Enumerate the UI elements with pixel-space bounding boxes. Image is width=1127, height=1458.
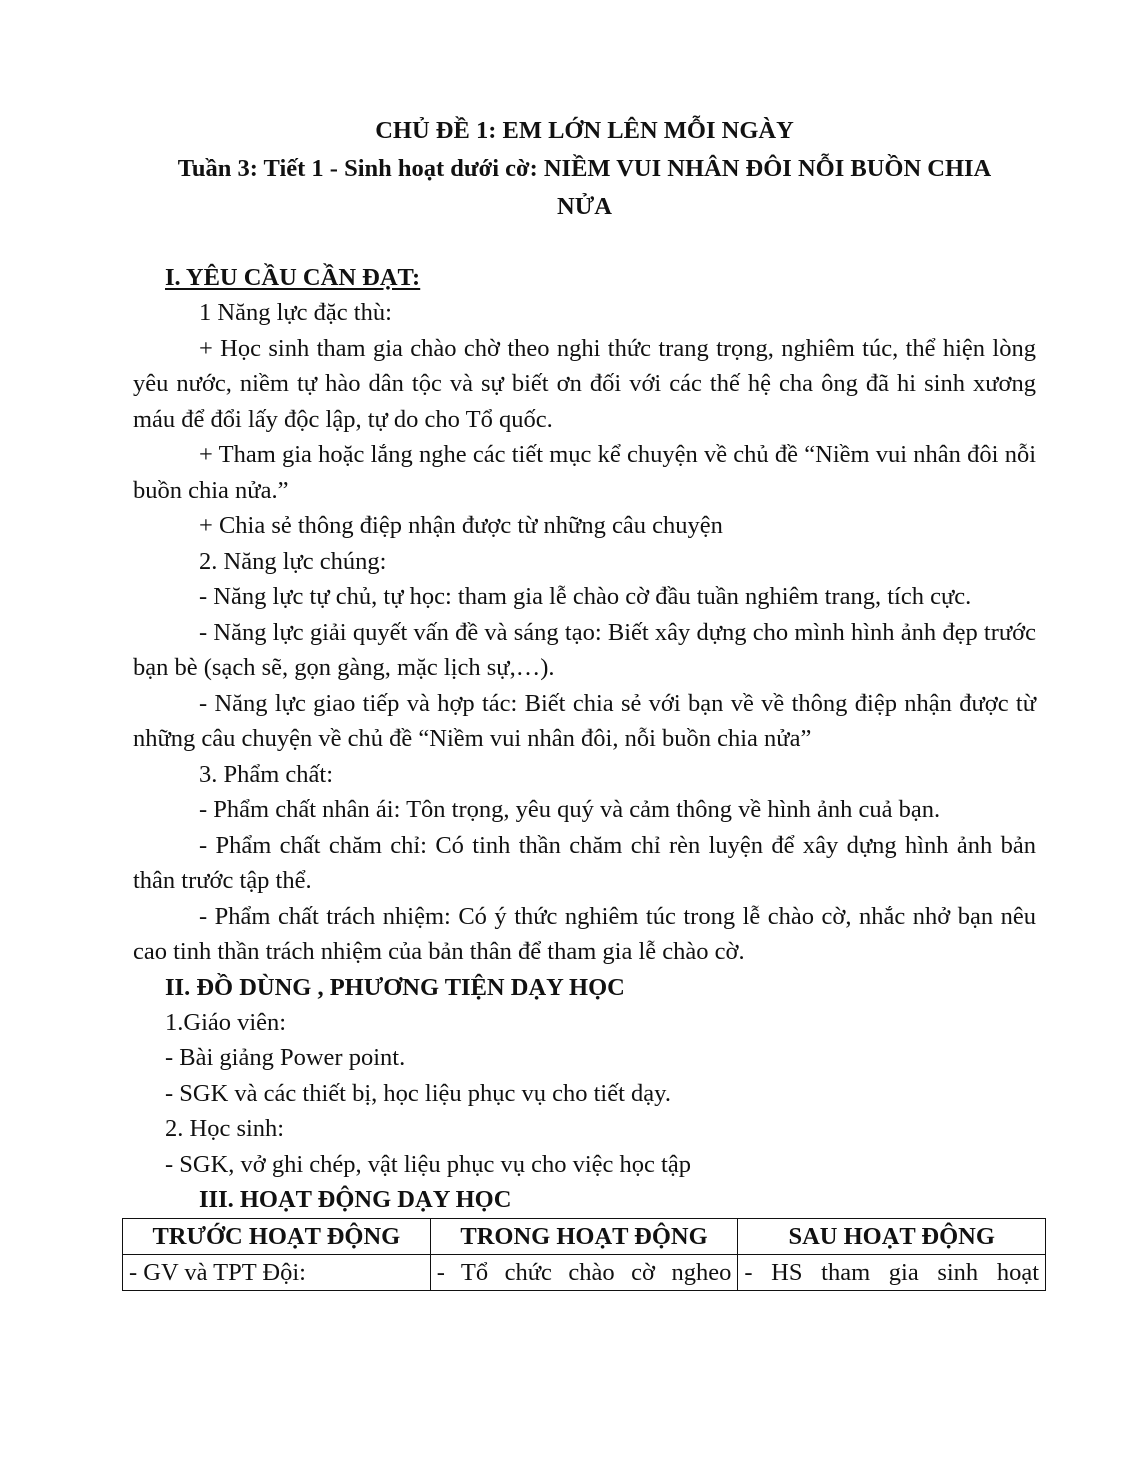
section2-item: - SGK, vở ghi chép, vật liệu phục vụ cho việc học tập: [165, 1150, 691, 1178]
section1-item: + Học sinh tham gia chào chờ theo nghi thức trang trọng, nghiêm túc, thể hiện lòng yêu nước, niềm tự hào dân tộc và sự biết ơn đối với các thế hệ cha ông đã hi sinh xương máu để đổi lấy độc lập, tự do cho Tổ quốc.: [133, 334, 1036, 433]
section1-item: 3. Phẩm chất:: [199, 760, 334, 788]
section1-heading: I. YÊU CẦU CẦN ĐẠT:: [165, 264, 421, 291]
section1-item: - Năng lực giao tiếp và hợp tác: Biết chia sẻ với bạn về về thông điệp nhận được từ những câu chuyện về chủ đề “Niềm vui nhân đôi, nỗi buồn chia nửa”: [133, 689, 1036, 752]
section1-item: - Phẩm chất trách nhiệm: Có ý thức nghiêm túc trong lễ chào cờ, nhắc nhở bạn nêu cao tinh thần trách nhiệm của bản thân để tham gia lễ chào cờ.: [133, 902, 1036, 965]
section2-item: 1.Giáo viên:: [165, 1008, 287, 1036]
table-header-row: [123, 1219, 1046, 1255]
lesson-title-line2: NỬA: [557, 193, 612, 220]
table-header-cell: TRONG HOẠT ĐỘNG: [430, 1219, 738, 1255]
section1-item: 1 Năng lực đặc thù:: [199, 299, 392, 326]
topic-title: CHỦ ĐỀ 1: EM LỚN LÊN MỖI NGÀY: [375, 117, 794, 144]
section1-item: - Phẩm chất nhân ái: Tôn trọng, yêu quý và cảm thông về hình ảnh cuả bạn.: [199, 796, 941, 823]
section1-item: 2. Năng lực chúng:: [199, 547, 387, 575]
activity-table: [122, 1218, 1046, 1291]
table-header-cell: TRƯỚC HOẠT ĐỘNG: [123, 1219, 431, 1255]
table-cell: - GV và TPT Đội:: [123, 1255, 431, 1291]
document-page: [133, 112, 1036, 1217]
section1-item: - Phẩm chất chăm chỉ: Có tinh thần chăm chỉ rèn luyện để xây dựng hình ảnh bản thân trước tập thể.: [133, 831, 1036, 894]
lesson-title-line1: Tuần 3: Tiết 1 - Sinh hoạt dưới cờ: NIỀM VUI NHÂN ĐÔI NỖI BUỒN CHIA: [177, 155, 992, 182]
table-header-cell: SAU HOẠT ĐỘNG: [738, 1219, 1046, 1255]
section1-item: + Chia sẻ thông điệp nhận được từ những câu chuyện: [199, 512, 723, 539]
table-row: [123, 1255, 1046, 1291]
section1-item: + Tham gia hoặc lắng nghe các tiết mục kể chuyện về chủ đề “Niềm vui nhân đôi nỗi buồn chia nửa.”: [133, 441, 1036, 504]
section2-heading: II. ĐỒ DÙNG , PHƯƠNG TIỆN DẠY HỌC: [165, 973, 625, 1001]
table-cell: - HS tham gia sinh hoạt: [738, 1255, 1046, 1291]
section2-item: 2. Học sinh:: [165, 1115, 285, 1142]
section3-heading: III. HOẠT ĐỘNG DẠY HỌC: [199, 1186, 512, 1213]
table-cell: - Tổ chức chào cờ ngheo: [430, 1255, 738, 1291]
section1-item: - Năng lực tự chủ, tự học: tham gia lễ chào cờ đầu tuần nghiêm trang, tích cực.: [199, 583, 972, 610]
section2-item: - Bài giảng Power point.: [165, 1044, 406, 1071]
section1-item: - Năng lực giải quyết vấn đề và sáng tạo: Biết xây dựng cho mình hình ảnh đẹp trước bạn bè (sạch sẽ, gọn gàng, mặc lịch sự,…).: [133, 618, 1036, 681]
section2-item: - SGK và các thiết bị, học liệu phục vụ cho tiết dạy.: [165, 1079, 671, 1107]
